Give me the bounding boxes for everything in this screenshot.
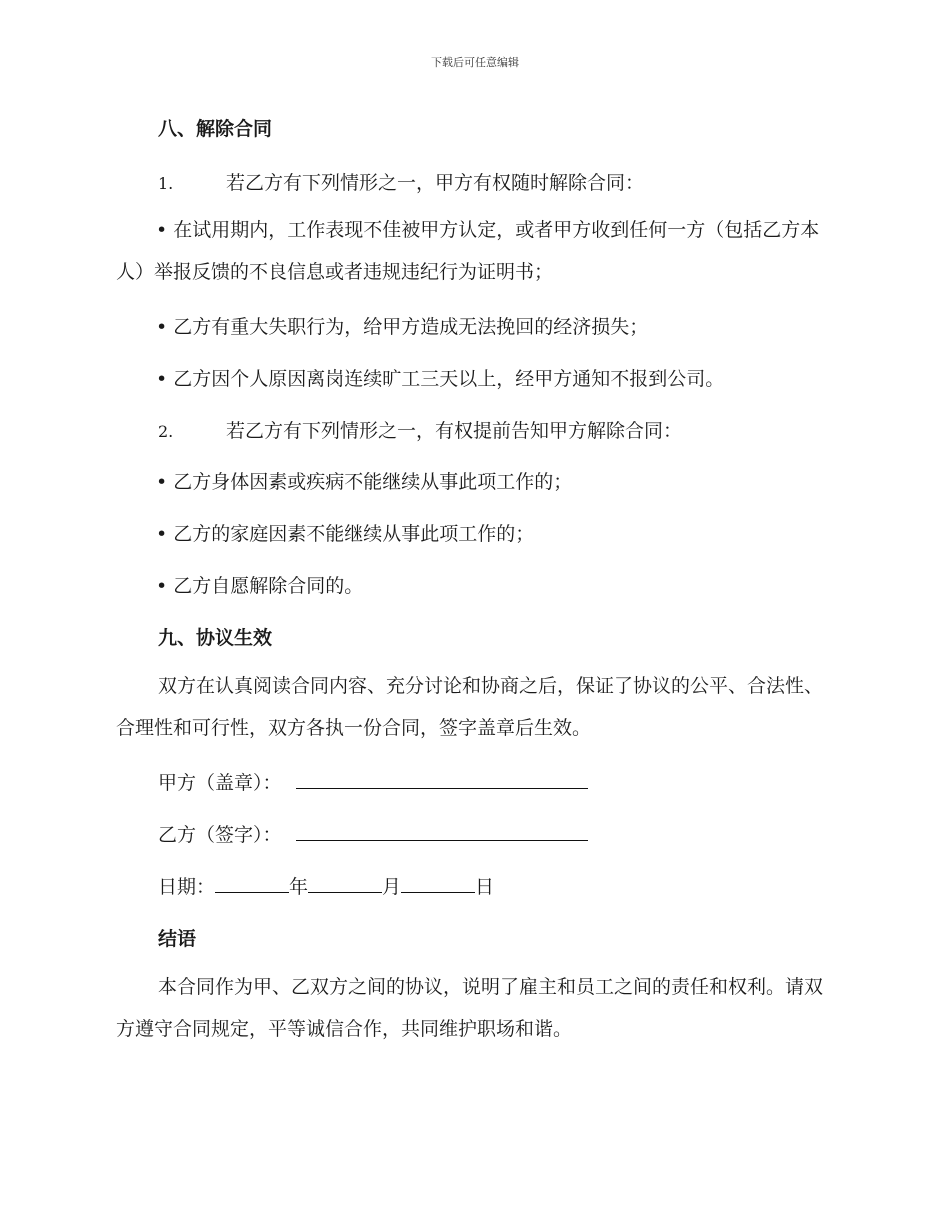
bullet-2-1: • 乙方身体因素或疾病不能继续从事此项工作的； [156, 471, 573, 493]
item2-text: 若乙方有下列情形之一，有权提前告知甲方解除合同： [226, 420, 683, 442]
section8-title: 八、解除合同 [158, 118, 273, 140]
item2-number: 2. [158, 422, 174, 441]
party-b-signature-line [296, 822, 588, 841]
conclusion-title: 结语 [158, 928, 197, 950]
party-a-label: 甲方（盖章）： [158, 772, 282, 794]
year-label: 年 [289, 876, 309, 898]
bullet-1-3: • 乙方因个人原因离岗连续旷工三天以上，经甲方通知不报到公司。 [156, 368, 725, 390]
bullet-1-2: • 乙方有重大失职行为，给甲方造成无法挽回的经济损失； [156, 316, 649, 338]
item1-text: 若乙方有下列情形之一，甲方有权随时解除合同： [226, 172, 645, 194]
party-a-signature-row [158, 768, 588, 795]
date-row [158, 872, 494, 899]
party-b-signature-row [158, 820, 588, 847]
year-line [215, 874, 289, 893]
day-label: 日 [475, 876, 495, 898]
party-a-signature-line [296, 770, 588, 789]
item1-number: 1. [158, 174, 174, 193]
bullet-1-1: • 在试用期内，工作表现不佳被甲方认定，或者甲方收到任何一方（包括乙方本人）举报反馈的不良信息或者违规违纪行为证明书； [116, 219, 820, 283]
party-b-label: 乙方（签字）： [158, 824, 282, 846]
month-label: 月 [382, 876, 402, 898]
month-line [308, 874, 382, 893]
date-label: 日期： [158, 876, 216, 898]
section8-item1 [158, 168, 644, 195]
day-line [401, 874, 475, 893]
bullet-2-3: • 乙方自愿解除合同的。 [156, 575, 364, 597]
section9-paragraph: 双方在认真阅读合同内容、充分讨论和协商之后，保证了协议的公平、合法性、合理性和可行性，双方各执一份合同，签字盖章后生效。 [116, 675, 824, 739]
section9-title: 九、协议生效 [158, 627, 273, 649]
conclusion-paragraph: 本合同作为甲、乙双方之间的协议，说明了雇主和员工之间的责任和权利。请双方遵守合同规定，平等诚信合作，共同维护职场和谐。 [116, 976, 824, 1040]
section8-item2 [158, 416, 682, 443]
page-header: 下载后可任意编辑 [431, 56, 519, 69]
bullet-2-2: • 乙方的家庭因素不能继续从事此项工作的； [156, 523, 535, 545]
